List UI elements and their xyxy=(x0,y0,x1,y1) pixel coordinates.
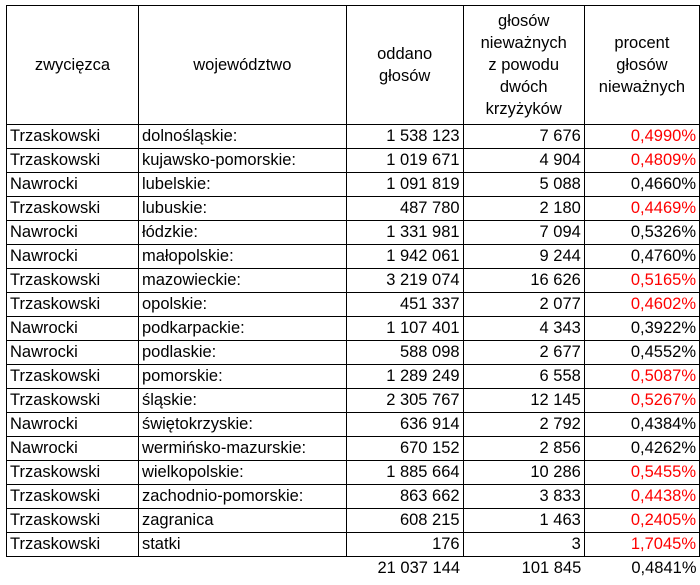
winner-cell: Trzaskowski xyxy=(7,269,139,293)
table-row xyxy=(7,317,700,341)
invalid-votes-cell: 2 180 xyxy=(463,197,584,221)
votes-cast-cell: 176 xyxy=(346,533,463,557)
invalid-votes-cell: 3 xyxy=(463,533,584,557)
invalid-percent-cell: 0,5165% xyxy=(584,269,699,293)
invalid-percent-cell: 0,5087% xyxy=(584,365,699,389)
votes-cast-cell: 1 942 061 xyxy=(346,245,463,269)
totals-row xyxy=(7,557,700,581)
header-winner: zwycięzca xyxy=(7,6,139,125)
votes-cast-cell: 608 215 xyxy=(346,509,463,533)
votes-cast-cell: 3 219 074 xyxy=(346,269,463,293)
invalid-percent-cell: 1,7045% xyxy=(584,533,699,557)
header-percent-line: procent xyxy=(614,34,670,52)
winner-cell: Trzaskowski xyxy=(7,293,139,317)
invalid-percent-cell: 0,4384% xyxy=(584,413,699,437)
region-cell: opolskie: xyxy=(138,293,346,317)
region-cell: lubelskie: xyxy=(138,173,346,197)
invalid-votes-cell: 2 677 xyxy=(463,341,584,365)
invalid-percent-cell: 0,4990% xyxy=(584,125,699,149)
header-invalid-line: dwóch xyxy=(499,78,548,96)
table-row xyxy=(7,437,700,461)
votes-cast-cell: 1 091 819 xyxy=(346,173,463,197)
votes-cast-cell: 487 780 xyxy=(346,197,463,221)
invalid-votes-cell: 5 088 xyxy=(463,173,584,197)
invalid-votes-table xyxy=(6,5,700,580)
region-cell: zagranica xyxy=(138,509,346,533)
region-cell: kujawsko-pomorskie: xyxy=(138,149,346,173)
invalid-percent-cell: 0,2405% xyxy=(584,509,699,533)
table-body xyxy=(7,125,700,557)
header-row xyxy=(7,6,700,125)
invalid-votes-cell: 9 244 xyxy=(463,245,584,269)
votes-cast-cell: 1 331 981 xyxy=(346,221,463,245)
winner-cell: Nawrocki xyxy=(7,341,139,365)
table-row xyxy=(7,533,700,557)
invalid-percent-cell: 0,5326% xyxy=(584,221,699,245)
invalid-votes-cell: 3 833 xyxy=(463,485,584,509)
invalid-votes-cell: 1 463 xyxy=(463,509,584,533)
region-cell: wermińsko-mazurskie: xyxy=(138,437,346,461)
total-invalid-percent: 0,4841% xyxy=(584,557,699,581)
table-row xyxy=(7,125,700,149)
table-row xyxy=(7,413,700,437)
table-row xyxy=(7,269,700,293)
region-cell: małopolskie: xyxy=(138,245,346,269)
totals-blank xyxy=(7,557,139,581)
invalid-votes-cell: 6 558 xyxy=(463,365,584,389)
invalid-percent-cell: 0,4602% xyxy=(584,293,699,317)
winner-cell: Trzaskowski xyxy=(7,197,139,221)
table-row xyxy=(7,245,700,269)
table-row xyxy=(7,485,700,509)
winner-cell: Nawrocki xyxy=(7,245,139,269)
invalid-votes-cell: 4 904 xyxy=(463,149,584,173)
invalid-percent-cell: 0,4660% xyxy=(584,173,699,197)
votes-cast-cell: 670 152 xyxy=(346,437,463,461)
invalid-percent-cell: 0,5455% xyxy=(584,461,699,485)
region-cell: lubuskie: xyxy=(138,197,346,221)
header-invalid-percent xyxy=(584,6,699,125)
region-cell: śląskie: xyxy=(138,389,346,413)
table-row xyxy=(7,173,700,197)
total-votes-cast: 21 037 144 xyxy=(346,557,463,581)
region-cell: dolnośląskie: xyxy=(138,125,346,149)
votes-cast-cell: 1 538 123 xyxy=(346,125,463,149)
table-row xyxy=(7,389,700,413)
table-row xyxy=(7,221,700,245)
votes-cast-cell: 863 662 xyxy=(346,485,463,509)
winner-cell: Trzaskowski xyxy=(7,149,139,173)
winner-cell: Nawrocki xyxy=(7,317,139,341)
header-invalid-line: głosów xyxy=(498,12,550,30)
header-region: województwo xyxy=(138,6,346,125)
invalid-votes-cell: 12 145 xyxy=(463,389,584,413)
invalid-percent-cell: 0,5267% xyxy=(584,389,699,413)
totals-blank xyxy=(138,557,346,581)
header-invalid-line: krzyżyków xyxy=(485,100,562,118)
votes-cast-cell: 1 885 664 xyxy=(346,461,463,485)
votes-cast-cell: 1 019 671 xyxy=(346,149,463,173)
total-invalid-votes: 101 845 xyxy=(463,557,584,581)
invalid-percent-cell: 0,4760% xyxy=(584,245,699,269)
votes-cast-cell: 1 289 249 xyxy=(346,365,463,389)
table-row xyxy=(7,149,700,173)
region-cell: łódzkie: xyxy=(138,221,346,245)
table-row xyxy=(7,197,700,221)
table-row xyxy=(7,365,700,389)
invalid-percent-cell: 0,4552% xyxy=(584,341,699,365)
winner-cell: Nawrocki xyxy=(7,413,139,437)
invalid-votes-cell: 10 286 xyxy=(463,461,584,485)
header-invalid-line: z powodu xyxy=(488,56,560,74)
invalid-percent-cell: 0,4469% xyxy=(584,197,699,221)
header-invalid-line: nieważnych xyxy=(480,34,567,52)
winner-cell: Trzaskowski xyxy=(7,365,139,389)
invalid-votes-cell: 2 856 xyxy=(463,437,584,461)
votes-cast-cell: 2 305 767 xyxy=(346,389,463,413)
invalid-votes-cell: 2 792 xyxy=(463,413,584,437)
region-cell: pomorskie: xyxy=(138,365,346,389)
region-cell: podkarpackie: xyxy=(138,317,346,341)
winner-cell: Nawrocki xyxy=(7,173,139,197)
invalid-votes-cell: 4 343 xyxy=(463,317,584,341)
region-cell: wielkopolskie: xyxy=(138,461,346,485)
header-percent-line: głosów xyxy=(616,56,668,74)
winner-cell: Nawrocki xyxy=(7,437,139,461)
table-row xyxy=(7,293,700,317)
votes-cast-cell: 636 914 xyxy=(346,413,463,437)
winner-cell: Trzaskowski xyxy=(7,389,139,413)
invalid-percent-cell: 0,4262% xyxy=(584,437,699,461)
header-votes-cast xyxy=(346,6,463,125)
invalid-percent-cell: 0,4809% xyxy=(584,149,699,173)
region-cell: statki xyxy=(138,533,346,557)
region-cell: świętokrzyskie: xyxy=(138,413,346,437)
invalid-percent-cell: 0,3922% xyxy=(584,317,699,341)
votes-cast-cell: 588 098 xyxy=(346,341,463,365)
table-row xyxy=(7,341,700,365)
winner-cell: Trzaskowski xyxy=(7,485,139,509)
table-row xyxy=(7,461,700,485)
region-cell: zachodnio-pomorskie: xyxy=(138,485,346,509)
winner-cell: Trzaskowski xyxy=(7,509,139,533)
header-votes-cast-line: oddano xyxy=(377,45,433,63)
votes-cast-cell: 451 337 xyxy=(346,293,463,317)
invalid-votes-cell: 7 676 xyxy=(463,125,584,149)
winner-cell: Trzaskowski xyxy=(7,125,139,149)
winner-cell: Nawrocki xyxy=(7,221,139,245)
header-votes-cast-line: głosów xyxy=(378,67,431,85)
invalid-percent-cell: 0,4438% xyxy=(584,485,699,509)
table-row xyxy=(7,509,700,533)
region-cell: podlaskie: xyxy=(138,341,346,365)
winner-cell: Trzaskowski xyxy=(7,533,139,557)
header-invalid-votes xyxy=(463,6,584,125)
invalid-votes-cell: 7 094 xyxy=(463,221,584,245)
header-percent-line: nieważnych xyxy=(598,78,686,96)
invalid-votes-cell: 2 077 xyxy=(463,293,584,317)
invalid-votes-cell: 16 626 xyxy=(463,269,584,293)
votes-cast-cell: 1 107 401 xyxy=(346,317,463,341)
winner-cell: Trzaskowski xyxy=(7,461,139,485)
region-cell: mazowieckie: xyxy=(138,269,346,293)
